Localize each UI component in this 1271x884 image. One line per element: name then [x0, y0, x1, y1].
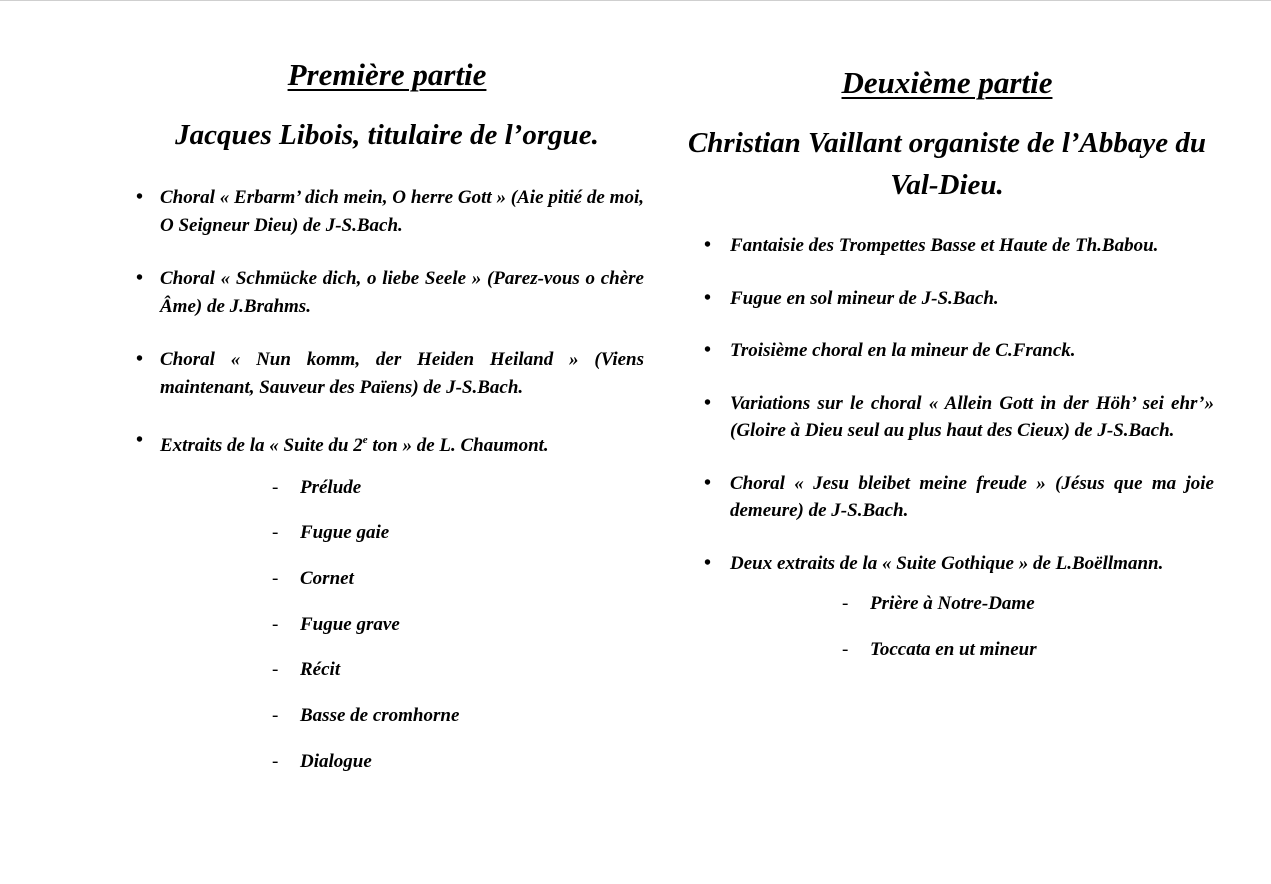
- program-list-second: [680, 232, 1214, 577]
- program-item: [680, 390, 1214, 445]
- dash-marker-icon: -: [272, 750, 279, 772]
- program-item: [680, 232, 1214, 260]
- bullet-dot-icon: •: [704, 234, 712, 256]
- dash-marker-icon: -: [272, 659, 279, 681]
- movement-text: Dialogue: [300, 750, 372, 772]
- dash-marker-icon: -: [842, 639, 849, 660]
- movement-text: Récit: [300, 659, 341, 681]
- program-item-text: Troisième choral en la mineur de C.Franck.: [730, 340, 1076, 361]
- program-item-text: Fantaisie des Trompettes Basse et Haute de Th.Babou.: [730, 235, 1159, 256]
- part-title-second: Deuxième partie: [841, 65, 1053, 100]
- program-item: [680, 337, 1214, 365]
- suite-text-before: Extraits de la « Suite du 2: [160, 435, 363, 456]
- program-item: [130, 346, 644, 401]
- program-item-text: Choral « Jesu bleibet meine freude » (Jésus que ma joie demeure) de J-S.Bach.: [730, 472, 1214, 521]
- program-item-text: Choral « Nun komm, der Heiden Heiland » (Viens maintenant, Sauveur des Païens) de J-S.Bach.: [160, 349, 644, 398]
- movement-item: [272, 656, 644, 683]
- bullet-dot-icon: •: [704, 551, 712, 574]
- movement-text: Prière à Notre-Dame: [870, 593, 1035, 614]
- part-title-first: Première partie: [287, 57, 487, 92]
- program-item: [130, 184, 644, 239]
- suite-movements-second: [680, 590, 1214, 663]
- program-item: [680, 285, 1214, 313]
- movement-item: [272, 748, 644, 775]
- movement-item: [842, 590, 1214, 617]
- program-item-text: Choral « Schmücke dich, o liebe Seele » (Parez-vous o chère Âme) de J.Brahms.: [160, 268, 644, 317]
- bullet-dot-icon: •: [704, 339, 712, 361]
- movement-text: Prélude: [300, 476, 362, 498]
- bullet-dot-icon: •: [136, 186, 144, 208]
- bullet-dot-icon: •: [704, 286, 712, 309]
- program-item-suite: [130, 427, 644, 460]
- bullet-dot-icon: •: [704, 471, 712, 494]
- movement-text: Toccata en ut mineur: [870, 639, 1037, 660]
- top-divider: [0, 0, 1271, 1]
- dash-marker-icon: -: [842, 593, 849, 614]
- program-item-text: Deux extraits de la « Suite Gothique » de L.Boëllmann.: [730, 552, 1164, 574]
- program-item-text: Variations sur le choral « Allein Gott in der Höh’ sei ehr’» (Gloire à Dieu seul au plus haut des Cieux) de J-S.Bach.: [730, 392, 1214, 441]
- dash-marker-icon: -: [272, 567, 279, 589]
- suite-text-after: ton » de L. Chaumont.: [367, 435, 549, 456]
- bullet-dot-icon: •: [136, 429, 144, 451]
- program-item: [130, 265, 644, 320]
- movement-text: Fugue gaie: [300, 522, 390, 544]
- dash-marker-icon: -: [272, 613, 279, 635]
- movement-item: [272, 611, 644, 638]
- bullet-dot-icon: •: [704, 391, 712, 414]
- movement-item: [272, 519, 644, 546]
- movement-item: [272, 474, 644, 501]
- bullet-dot-icon: •: [136, 267, 144, 289]
- performer-second: Christian Vaillant organiste de l’Abbaye du Val-Dieu.: [687, 127, 1207, 201]
- performer-first: Jacques Libois, titulaire de l’orgue.: [175, 119, 599, 151]
- movement-text: Basse de cromhorne: [300, 704, 460, 726]
- suite-superscript: e: [362, 434, 368, 446]
- dash-marker-icon: -: [272, 522, 279, 544]
- program-item: [680, 470, 1214, 525]
- program-list-first: [130, 184, 644, 460]
- dash-marker-icon: -: [272, 704, 279, 726]
- movement-item: [842, 636, 1214, 663]
- movement-item: [272, 702, 644, 729]
- second-part-column: [680, 64, 1214, 682]
- program-item-text: Fugue en sol mineur de J-S.Bach.: [730, 287, 999, 309]
- first-part-column: [130, 56, 644, 793]
- suite-movements-first: [130, 474, 644, 775]
- dash-marker-icon: -: [272, 476, 279, 498]
- movement-item: [272, 565, 644, 592]
- program-item: [680, 550, 1214, 578]
- movement-text: Cornet: [300, 567, 354, 589]
- movement-text: Fugue grave: [300, 613, 400, 635]
- bullet-dot-icon: •: [136, 348, 144, 370]
- program-item-text: Choral « Erbarm’ dich mein, O herre Gott » (Aie pitié de moi, O Seigneur Dieu) de J-S.Bach.: [160, 187, 644, 236]
